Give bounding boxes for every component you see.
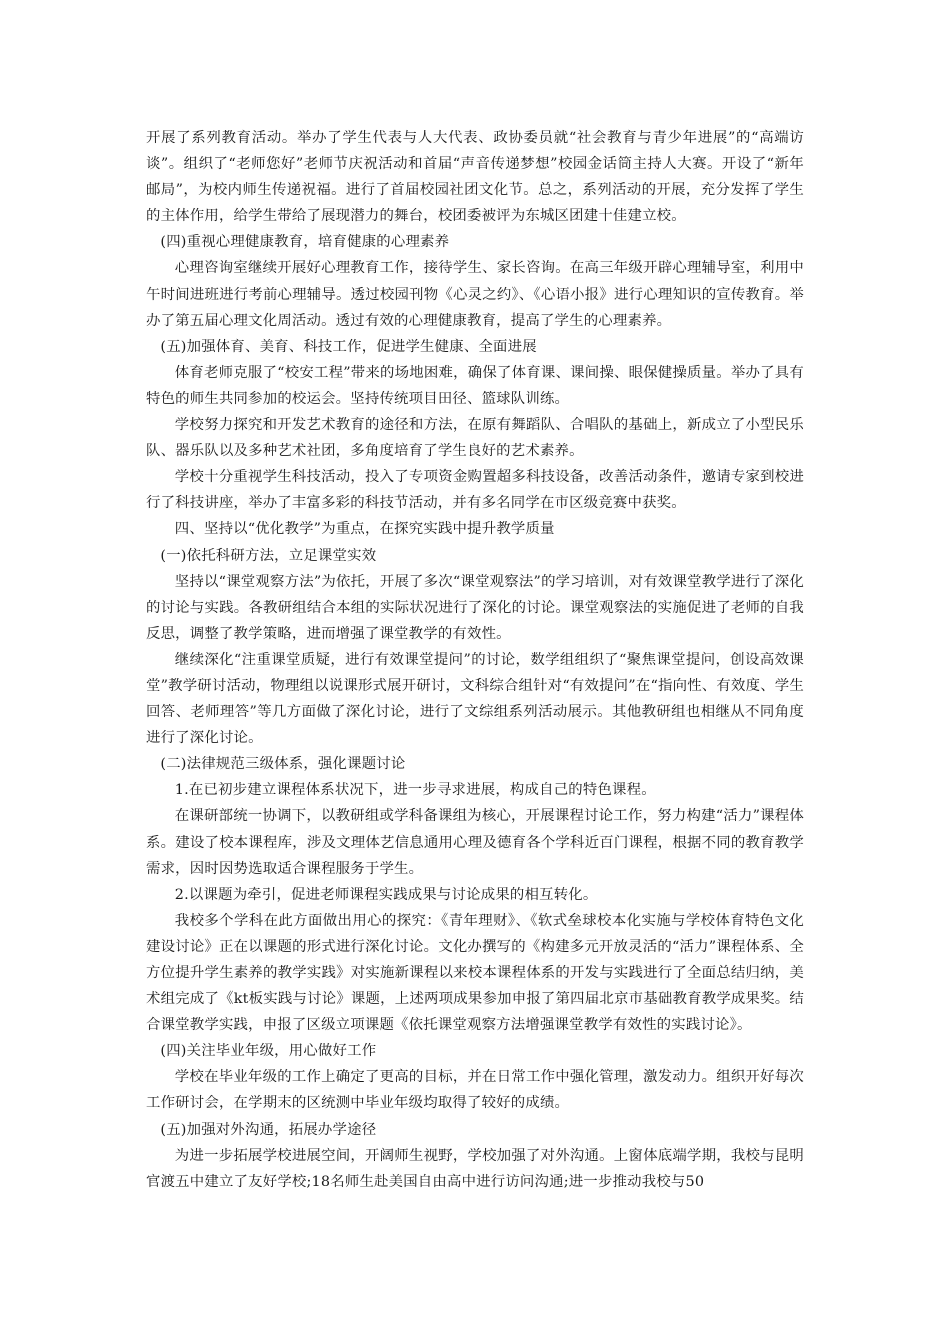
document-body bbox=[146, 125, 804, 1195]
chapter-heading: 四、坚持以“优化教学”为重点，在探究实践中提升教学质量 bbox=[174, 521, 555, 538]
section-heading: (一)依托科研方法，立足课堂实效 bbox=[160, 547, 377, 564]
numbered-item: 2.以课题为牵引，促进老师课程实践成果与讨论成果的相互转化。 bbox=[174, 886, 598, 903]
paragraph: 开展了系列教育活动。举办了学生代表与人大代表、政协委员就“社会教育与青少年进展”的“高端访谈”。组织了“老师您好”老师节庆祝活动和首届“声音传递梦想”校园金话筒主持人大赛。开设了“新年邮局”，为校内师生传递祝福。进行了首届校园社团文化节。总之，系列活动的开展，充分发挥了学生的主体作用，给学生带给了展现潜力的舞台，校团委被评为东城区团建十佳建立校。 bbox=[146, 130, 804, 225]
section-heading: (五)加强对外沟通，拓展办学途径 bbox=[160, 1121, 377, 1138]
paragraph: 继续深化“注重课堂质疑，进行有效课堂提问”的讨论，数学组组织了“聚焦课堂提问，创设高效课堂”教学研讨活动，物理组以说课形式展开研讨，文科综合组针对“有效提问”在“指向性、有效度、学生回答、老师理答”等几方面做了深化讨论，进行了文综组系列活动展示。其他教研组也相继从不同角度进行了深化讨论。 bbox=[146, 651, 804, 747]
section-heading: (四)关注毕业年级，用心做好工作 bbox=[160, 1043, 377, 1060]
paragraph: 我校多个学科在此方面做出用心的探究：《青年理财》、《软式垒球校本化实施与学校体育特色文化建设讨论》正在以课题的形式进行深化讨论。文化办撰写的《构建多元开放灵活的“活力”课程体系、全方位提升学生素养的教学实践》对实施新课程以来校本课程体系的开发与实践进行了全面总结归纳，美术组完成了《kt板实践与讨论》课题，上述两项成果参加申报了第四届北京市基础教育教学成果奖。结合课堂教学实践，申报了区级立项课题《依托课堂观察方法增强课堂教学有效性的实践讨论》。 bbox=[146, 912, 804, 1034]
paragraph: 体育老师克服了“校安工程”带来的场地困难，确保了体育课、课间操、眼保健操质量。举办了具有特色的师生共同参加的校运会。坚持传统项目田径、篮球队训练。 bbox=[146, 364, 804, 407]
paragraph: 心理咨询室继续开展好心理教育工作，接待学生、家长咨询。在高三年级开辟心理辅导室，利用中午时间进班进行考前心理辅导。透过校园刊物《心灵之约》、《心语小报》进行心理知识的宣传教育。举办了第五届心理文化周活动。透过有效的心理健康教育，提高了学生的心理素养。 bbox=[146, 260, 804, 329]
numbered-item: 1.在已初步建立课程体系状况下，进一步寻求进展，构成自己的特色课程。 bbox=[174, 782, 656, 799]
section-heading: (五)加强体育、美育、科技工作，促进学生健康、全面进展 bbox=[160, 338, 537, 355]
paragraph: 学校十分重视学生科技活动，投入了专项资金购置超多科技设备，改善活动条件，邀请专家到校进行了科技讲座，举办了丰富多彩的科技节活动，并有多名同学在市区级竞赛中获奖。 bbox=[146, 469, 804, 512]
paragraph: 在课研部统一协调下，以教研组或学科备课组为核心，开展课程讨论工作，努力构建“活力”课程体系。建设了校本课程库，涉及文理体艺信息通用心理及德育各个学科近百门课程，根据不同的教育教学需求，因时因势选取适合课程服务于学生。 bbox=[146, 808, 804, 877]
section-heading: (二)法律规范三级体系，强化课题讨论 bbox=[160, 756, 406, 773]
paragraph: 学校在毕业年级的工作上确定了更高的目标，并在日常工作中强化管理，激发动力。组织开好每次工作研讨会，在学期末的区统测中毕业年级均取得了较好的成绩。 bbox=[146, 1069, 804, 1112]
section-heading: (四)重视心理健康教育，培育健康的心理素养 bbox=[160, 234, 450, 251]
paragraph: 为进一步拓展学校进展空间，开阔师生视野，学校加强了对外沟通。上窗体底端学期，我校与昆明官渡五中建立了友好学校;18名师生赴美国自由高中进行访问沟通;进一步推动我校与50 bbox=[146, 1147, 804, 1190]
paragraph: 坚持以“课堂观察方法”为依托，开展了多次“课堂观察法”的学习培训，对有效课堂教学进行了深化的讨论与实践。各教研组结合本组的实际状况进行了深化的讨论。课堂观察法的实施促进了老师的自我反思，调整了教学策略，进而增强了课堂教学的有效性。 bbox=[146, 573, 804, 642]
paragraph: 学校努力探究和开发艺术教育的途径和方法，在原有舞蹈队、合唱队的基础上，新成立了小型民乐队、器乐队以及多种艺术社团，多角度培育了学生良好的艺术素养。 bbox=[146, 417, 804, 460]
